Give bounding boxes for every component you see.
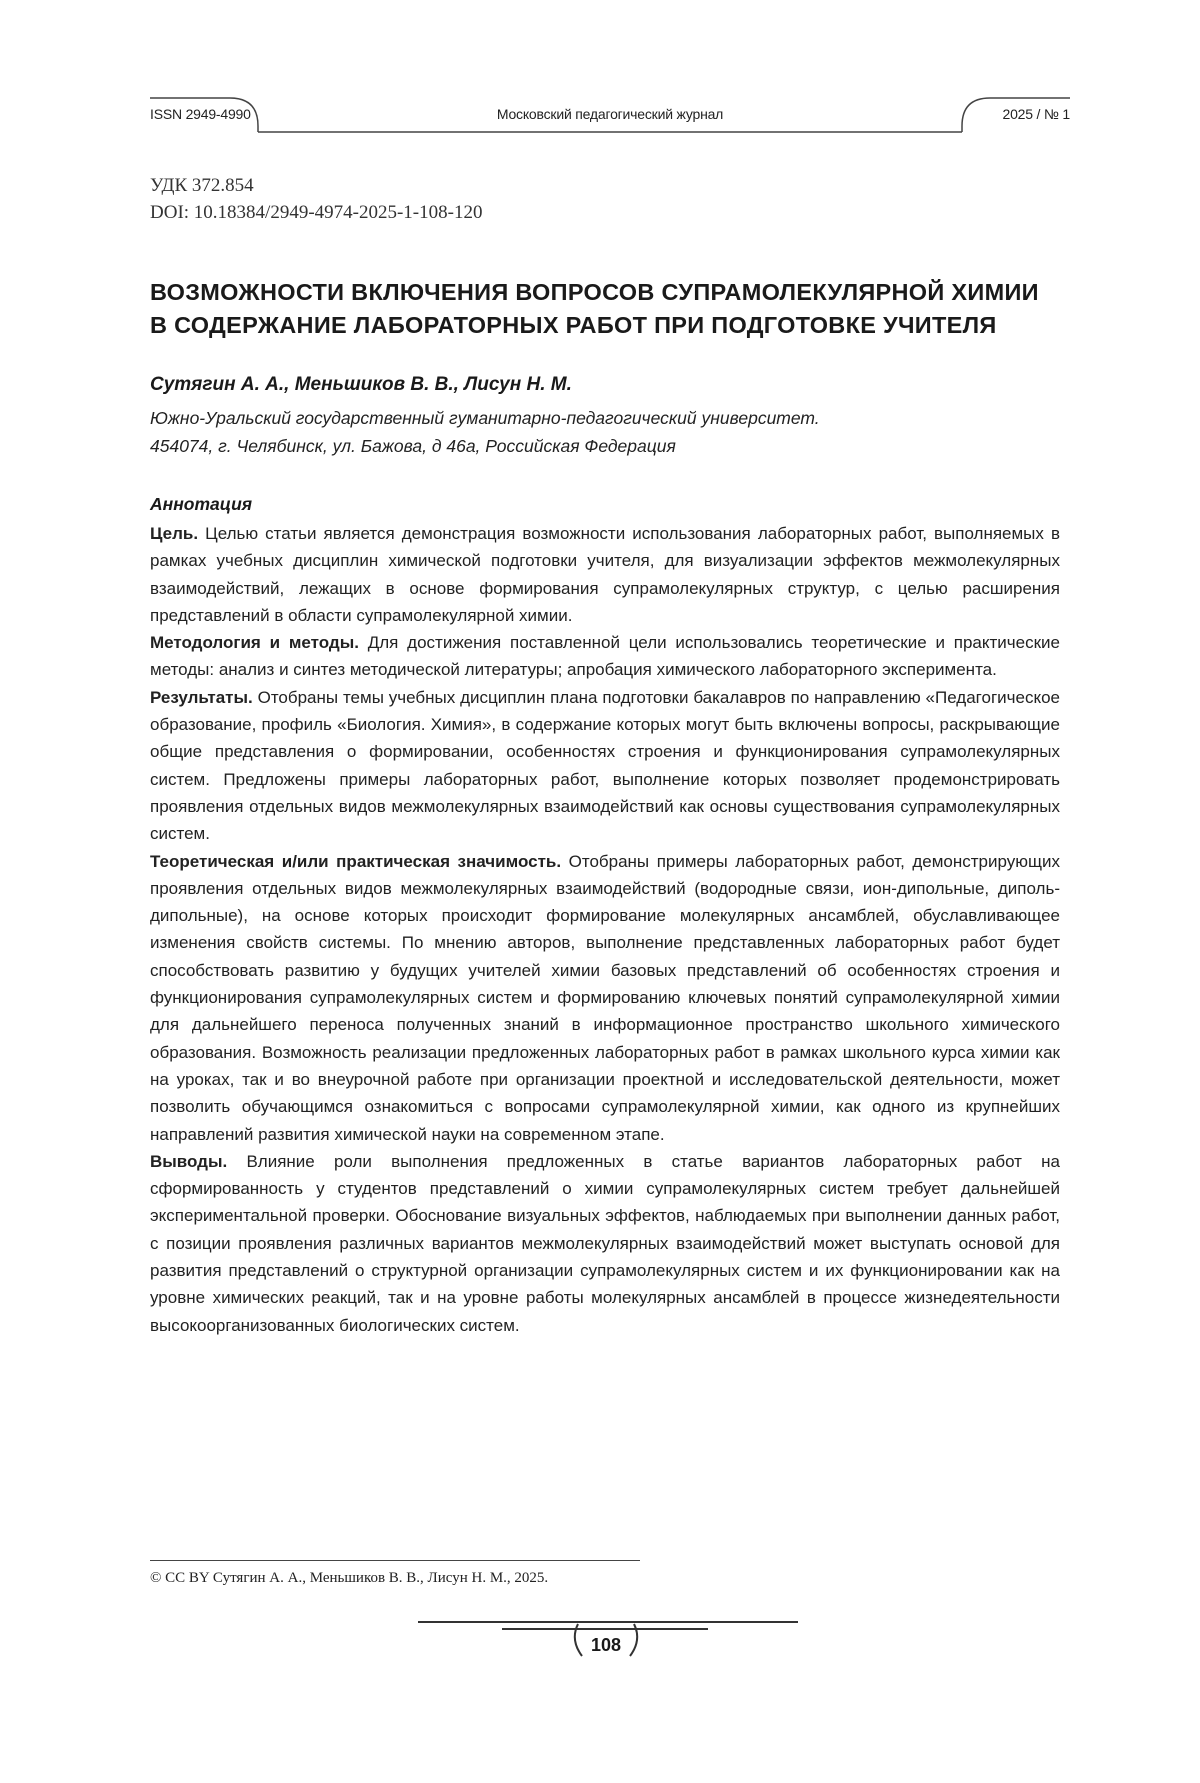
- goal-text: Целью статьи является демонстрация возможности использования лабораторных работ, выполняемых в рамках учебных дисциплин химической подготовки учителя, для визуализации эффектов межмолекулярных взаимодействий, лежащих в основе формирования супрамолекулярных структур, с целью расширения представлений в области супрамолекулярной химии.: [150, 524, 1060, 625]
- doi[interactable]: DOI: 10.18384/2949-4974-2025-1-108-120: [150, 199, 482, 226]
- authors: Сутягин А. А., Меньшиков В. В., Лисун Н. М.: [150, 374, 572, 396]
- results-label: Результаты.: [150, 688, 253, 707]
- footnote-divider: [150, 1560, 640, 1561]
- conclusions-label: Выводы.: [150, 1152, 227, 1171]
- methods-text: Для достижения поставленной цели использовались теоретические и практические методы: анализ и синтез методической литературы; апробация химического лабораторного эксперимента.: [150, 633, 1060, 679]
- abstract-goal: [150, 520, 1060, 629]
- abstract-results: [150, 684, 1060, 848]
- abstract-significance: [150, 848, 1060, 1148]
- conclusions-text: Влияние роли выполнения предложенных в статье вариантов лабораторных работ на сформированность у студентов представлений о химии супрамолекулярных систем требует дальнейшей экспериментальной проверки. Обоснование визуальных эффектов, наблюдаемых при выполнении данных работ, с позиции проявления различных вариантов межмолекулярных взаимодействий может выступать основой для развития представлений о структурной организации супрамолекулярных систем и их функционировании как на уровне химических реакций, так и на уровне работы молекулярных ансамблей в процессе жизнедеятельности высокоорганизованных биологических систем.: [150, 1152, 1060, 1335]
- page-number: 108: [572, 1635, 640, 1656]
- issue-number: 2025 / № 1: [1002, 106, 1070, 122]
- copyright-footnote: © CC BY Сутягин А. А., Меньшиков В. В., Лисун Н. М., 2025.: [150, 1570, 548, 1587]
- abstract-conclusions: [150, 1148, 1060, 1339]
- affiliation-line-1: Южно-Уральский государственный гуманитарно-педагогический университет.: [150, 404, 1070, 432]
- significance-label: Теоретическая и/или практическая значимость.: [150, 852, 561, 871]
- issn: ISSN 2949-4990: [150, 106, 251, 122]
- abstract-methods: [150, 629, 1060, 684]
- methods-label: Методология и методы.: [150, 633, 359, 652]
- results-text: Отобраны темы учебных дисциплин плана подготовки бакалавров по направлению «Педагогическое образование, профиль «Биология. Химия», в содержание которых могут быть включены вопросы, раскрывающие общие представления о формировании, особенностях строения и функционирования супрамолекулярных систем. Предложены примеры лабораторных работ, выполнение которых позволяет продемонстрировать проявления отдельных видов межмолекулярных взаимодействий как основы существования супрамолекулярных систем.: [150, 688, 1060, 843]
- bibliographic-meta: [150, 172, 482, 226]
- journal-name: Московский педагогический журнал: [150, 106, 1070, 122]
- running-header: [150, 94, 1070, 136]
- significance-text: Отобраны примеры лабораторных работ, демонстрирующих проявления отдельных видов межмолекулярных взаимодействий (водородные связи, ион-дипольные, диполь-дипольные), на основе которых происходит формирование молекулярных ансамблей, обуславливающее изменения свойств системы. По мнению авторов, выполнение представленных лабораторных работ будет способствовать развитию у будущих учителей химии базовых представлений об особенностях строения и функционирования супрамолекулярных систем и формированию ключевых понятий супрамолекулярной химии для дальнейшего переноса полученных знаний в информационное пространство школьного химического образования. Возможность реализации предложенных лабораторных работ в рамках школьного курса химии как на уроках, так и во внеурочной работе при организации проектной и исследовательской деятельности, может позволить обучающимся ознакомиться с вопросами супрамолекулярной химии, как одного из крупнейших направлений развития химической науки на современном этапе.: [150, 852, 1060, 1144]
- udk-code: УДК 372.854: [150, 172, 482, 199]
- abstract-body: [150, 520, 1060, 1339]
- abstract-heading: Аннотация: [150, 494, 252, 515]
- affiliation: [150, 404, 1070, 460]
- article-title: [150, 276, 1070, 342]
- title-line-1: ВОЗМОЖНОСТИ ВКЛЮЧЕНИЯ ВОПРОСОВ СУПРАМОЛЕКУЛЯРНОЙ ХИМИИ: [150, 276, 1070, 309]
- goal-label: Цель.: [150, 524, 198, 543]
- affiliation-line-2: 454074, г. Челябинск, ул. Бажова, д 46а, Российская Федерация: [150, 432, 1070, 460]
- title-line-2: В СОДЕРЖАНИЕ ЛАБОРАТОРНЫХ РАБОТ ПРИ ПОДГОТОВКЕ УЧИТЕЛЯ: [150, 309, 1070, 342]
